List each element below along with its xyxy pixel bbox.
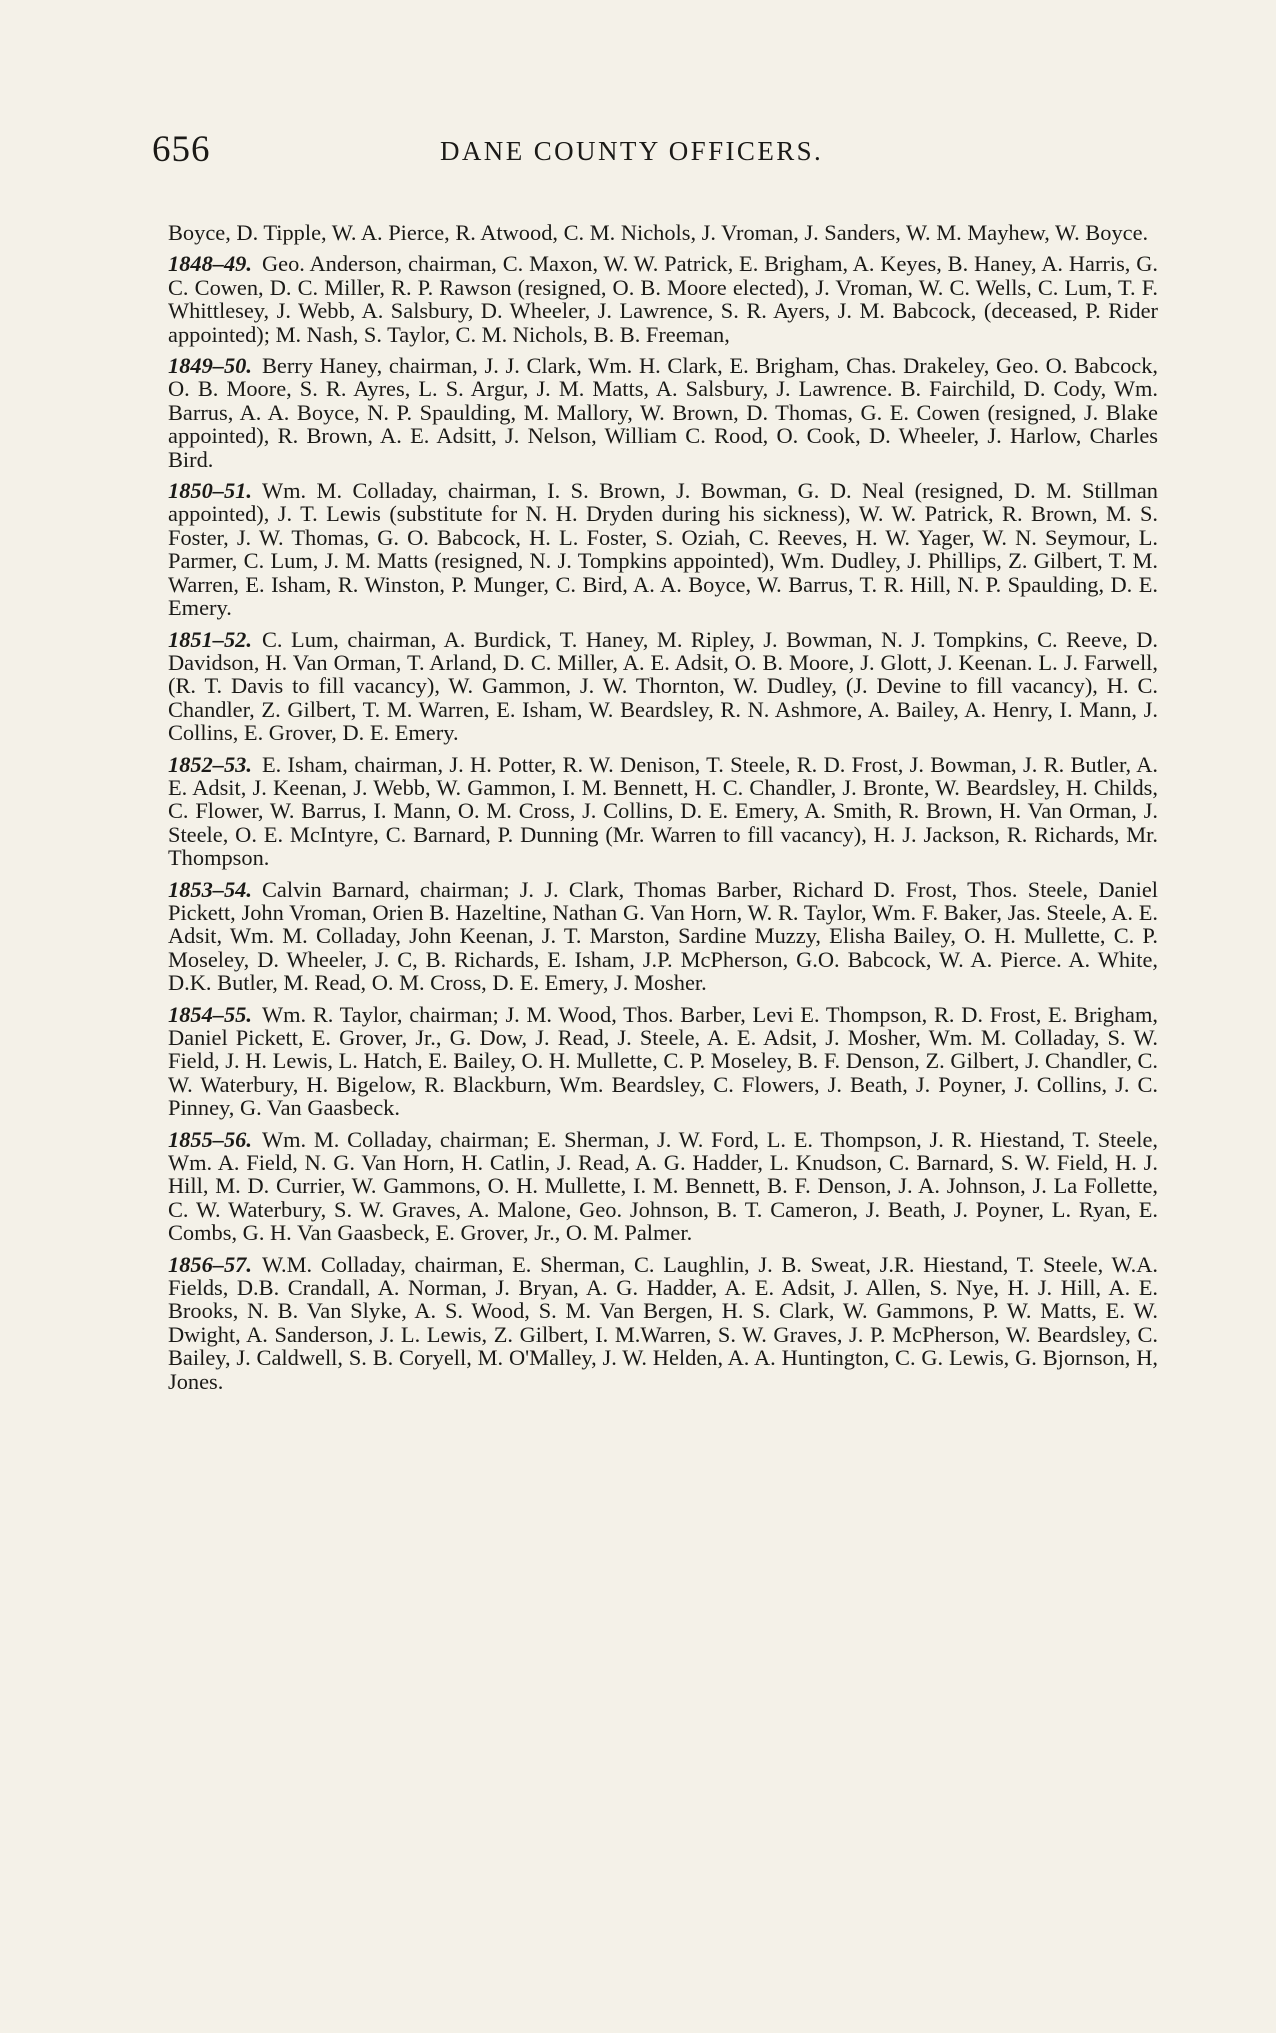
entry-year: 1850–51. [168, 478, 252, 504]
board-entry [168, 354, 1158, 471]
board-entry [168, 1003, 1158, 1120]
entry-year: 1849–50. [168, 353, 252, 379]
running-head: DANE COUNTY OFFICERS. [440, 136, 824, 166]
entry-text: Berry Haney, chairman, J. J. Clark, Wm. H. Clark, E. Brigham, Chas. Drakeley, Geo. O. Babcock, O. B. Moore, S. R. Ayres, L. S. Argur, J. M. Matts, A. Salsbury, J. Lawrence. B. Fairchild, D. Cody, Wm. Barrus, A. A. Boyce, N. P. Spaulding, M. Mallory, W. Brown, D. Thomas, G. E. Cowen (resigned, J. Blake appointed), R. Brown, A. E. Adsitt, J. Nelson, William C. Rood, O. Cook, D. Wheeler, J. Harlow, Charles Bird. [168, 353, 1158, 472]
entry-text: C. Lum, chairman, A. Burdick, T. Haney, M. Ripley, J. Bowman, N. J. Tompkins, C. Reeve, D. Davidson, H. Van Orman, T. Arland, D. C. Miller, A. E. Adsit, O. B. Moore, J. Glott, J. Keenan. L. J. Farwell, (R. T. Davis to fill vacancy), W. Gammon, J. W. Thornton, W. Dudley, (J. Devine to fill vacancy), H. C. Chandler, Z. Gilbert, T. M. Warren, E. Isham, W. Beardsley, R. N. Ashmore, A. Bailey, A. Henry, I. Mann, J. Collins, E. Grover, D. E. Emery. [168, 626, 1158, 746]
board-entry [168, 1128, 1158, 1245]
entry-year: 1853–54. [168, 876, 252, 902]
page-header [152, 128, 1162, 174]
page-number: 656 [152, 129, 211, 170]
entry-year: 1855–56. [168, 1126, 252, 1152]
intro-text: Boyce, D. Tipple, W. A. Pierce, R. Atwood, C. M. Nichols, J. Vroman, J. Sanders, W. M. Mayhew, W. Boyce. [168, 220, 1149, 245]
board-entry [168, 628, 1158, 745]
entry-year: 1852–53. [168, 751, 252, 777]
board-entry [168, 878, 1158, 995]
entries-list [168, 252, 1158, 1393]
intro-paragraph [168, 221, 1158, 244]
entry-text: E. Isham, chairman, J. H. Potter, R. W. Denison, T. Steele, R. D. Frost, J. Bowman, J. R. Butler, A. E. Adsit, J. Keenan, J. Webb, W. Gammon, I. M. Bennett, H. C. Chandler, J. Bronte, W. Beardsley, H. Childs, C. Flower, W. Barrus, I. Mann, O. M. Cross, J. Collins, D. E. Emery, A. Smith, R. Brown, H. Van Orman, J. Steele, O. E. McIntyre, C. Barnard, P. Dunning (Mr. Warren to fill vacancy), H. J. Jackson, R. Richards, Mr. Thompson. [168, 751, 1158, 871]
entry-text: Wm. R. Taylor, chairman; J. M. Wood, Thos. Barber, Levi E. Thompson, R. D. Frost, E. Brigham, Daniel Pickett, E. Grover, Jr., G. Dow, J. Read, J. Steele, A. E. Adsit, J. Mosher, Wm. M. Colladay, S. W. Field, J. H. Lewis, L. Hatch, E. Bailey, O. H. Mullette, C. P. Moseley, B. F. Denson, Z. Gilbert, J. Chandler, C. W. Waterbury, H. Bigelow, R. Blackburn, Wm. Beardsley, C. Flowers, J. Beath, J. Poyner, J. Collins, J. C. Pinney, G. Van Gaasbeck. [168, 1001, 1158, 1121]
entry-text: Wm. M. Colladay, chairman; E. Sherman, J. W. Ford, L. E. Thompson, J. R. Hiestand, T. Steele, Wm. A. Field, N. G. Van Horn, H. Catlin, J. Read, A. G. Hadder, L. Knudson, C. Barnard, S. W. Field, H. J. Hill, M. D. Currier, W. Gammons, O. H. Mullette, I. M. Bennett, B. F. Denson, J. A. Johnson, J. La Follette, C. W. Waterbury, S. W. Graves, A. Malone, Geo. Johnson, B. T. Cameron, J. Beath, J. Poyner, L. Ryan, E. Combs, G. H. Van Gaasbeck, E. Grover, Jr., O. M. Palmer. [168, 1126, 1158, 1246]
entry-year: 1851–52. [168, 626, 252, 652]
entry-text: Calvin Barnard, chairman; J. J. Clark, Thomas Barber, Richard D. Frost, Thos. Steele, Daniel Pickett, John Vroman, Orien B. Hazeltine, Nathan G. Van Horn, W. R. Taylor, Wm. F. Baker, Jas. Steele, A. E. Adsit, Wm. M. Colladay, John Keenan, J. T. Marston, Sardine Muzzy, Elisha Bailey, O. H. Mullette, C. P. Moseley, D. Wheeler, J. C, B. Richards, E. Isham, J.P. McPherson, G.O. Babcock, W. A. Pierce. A. White, D.K. Butler, M. Read, O. M. Cross, D. E. Emery, J. Mosher. [168, 876, 1158, 996]
entry-year: 1848–49. [168, 251, 252, 277]
entry-year: 1854–55. [168, 1001, 252, 1027]
board-entry [168, 252, 1158, 346]
board-entry [168, 1253, 1158, 1393]
entry-text: W.M. Colladay, chairman, E. Sherman, C. Laughlin, J. B. Sweat, J.R. Hiestand, T. Steele, W.A. Fields, D.B. Crandall, A. Norman, J. Bryan, A. G. Hadder, A. E. Adsit, J. Allen, S. Nye, H. J. Hill, A. E. Brooks, N. B. Van Slyke, A. S. Wood, S. M. Van Bergen, H. S. Clark, W. Gammons, P. W. Matts, E. W. Dwight, A. Sanderson, J. L. Lewis, Z. Gilbert, I. M.Warren, S. W. Graves, J. P. McPherson, W. Beardsley, C. Bailey, J. Caldwell, S. B. Coryell, M. O'Malley, J. W. Helden, A. A. Huntington, C. G. Lewis, G. Bjornson, H, Jones. [168, 1251, 1158, 1394]
board-entry [168, 753, 1158, 870]
entry-text: Geo. Anderson, chairman, C. Maxon, W. W. Patrick, E. Brigham, A. Keyes, B. Haney, A. Harris, G. C. Cowen, D. C. Miller, R. P. Rawson (resigned, O. B. Moore elected), J. Vroman, W. C. Wells, C. Lum, T. F. Whittlesey, J. Webb, A. Salsbury, D. Wheeler, J. Lawrence, S. R. Ayers, J. M. Babcock, (deceased, P. Rider appointed); M. Nash, S. Taylor, C. M. Nichols, B. B. Freeman, [168, 251, 1158, 347]
entry-year: 1856–57. [168, 1251, 252, 1277]
body-text [168, 221, 1158, 1401]
entry-text: Wm. M. Colladay, chairman, I. S. Brown, J. Bowman, G. D. Neal (resigned, D. M. Stillman appointed), J. T. Lewis (substitute for N. H. Dryden during his sickness), W. W. Patrick, R. Brown, M. S. Foster, J. W. Thomas, G. O. Babcock, H. L. Foster, S. Oziah, C. Reeves, H. W. Yager, W. N. Seymour, L. Parmer, C. Lum, J. M. Matts (resigned, N. J. Tompkins appointed), Wm. Dudley, J. Phillips, Z. Gilbert, T. M. Warren, E. Isham, R. Winston, P. Munger, C. Bird, A. A. Boyce, W. Barrus, T. R. Hill, N. P. Spaulding, D. E. Emery. [168, 478, 1158, 621]
board-entry [168, 479, 1158, 619]
